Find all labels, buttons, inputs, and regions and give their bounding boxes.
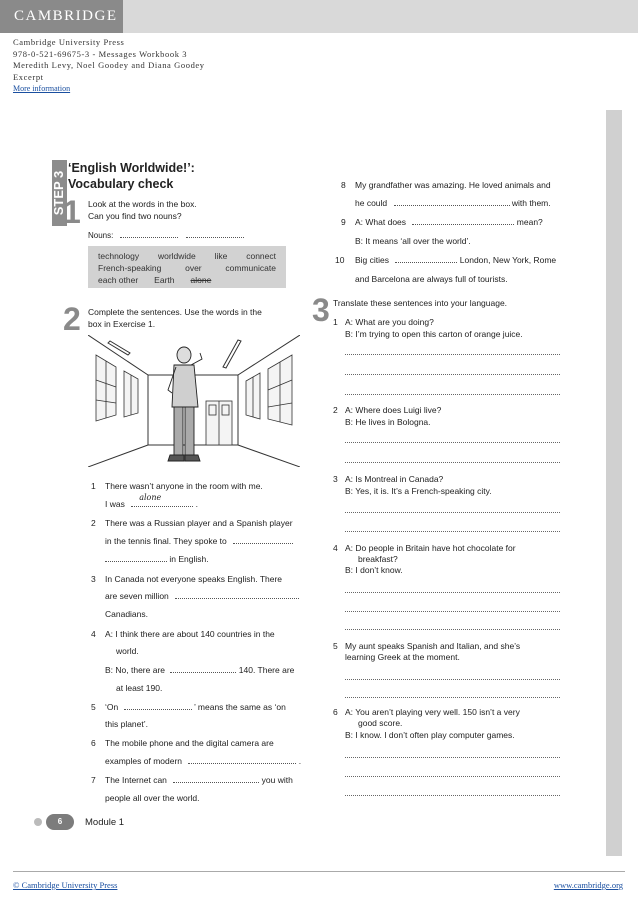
- word-box-row-1: [88, 246, 286, 262]
- ex3-item-4-a: A: Do people in Britain have hot chocolate for: [345, 543, 516, 553]
- ex3-item-4-b: B: I don’t know.: [345, 565, 403, 575]
- ex3-item-6-b: B: I know. I don’t often play computer games.: [345, 730, 515, 740]
- ex2-item-4-a-prefix: A:: [105, 629, 114, 639]
- ex2-item-6-answer-line[interactable]: [188, 755, 296, 764]
- ex2-item-6-line2: [105, 755, 301, 767]
- word-box-word: like: [214, 251, 228, 261]
- word-box-word: each other: [98, 275, 139, 285]
- exercise-3-number: 3: [312, 292, 330, 328]
- word-box-word: connect: [246, 251, 276, 261]
- page-number: 6: [46, 814, 74, 830]
- cambridge-logo: CAMBRIDGE: [0, 0, 123, 33]
- ex3-item-4-answer-line-1[interactable]: [345, 592, 560, 593]
- ex2-item-1-text-b: .: [195, 499, 198, 509]
- authors: Meredith Levy, Noel Goodey and Diana Goodey: [13, 60, 205, 71]
- ex2-item-4-number: 4: [91, 629, 96, 639]
- ex2-item-4-answer-line[interactable]: [170, 664, 236, 673]
- ex2-item-5-text-a: ‘On: [105, 702, 119, 712]
- ex2-item-6-number: 6: [91, 738, 96, 748]
- ex2-item-8-number: 8: [341, 180, 346, 190]
- ex3-item-5-answer-line-2[interactable]: [345, 697, 560, 698]
- ex2-item-7-number: 7: [91, 775, 96, 785]
- ex2-item-4-b-text-b: 140. There are: [238, 665, 295, 675]
- ex2-item-7-line2: people all over the world.: [105, 793, 200, 803]
- ex2-instr-2: box in Exercise 1.: [88, 319, 156, 329]
- word-box-word: worldwide: [157, 251, 196, 261]
- ex3-item-2-answer-line-2[interactable]: [345, 462, 560, 463]
- ex2-item-9-line1: [355, 216, 543, 228]
- ex3-item-3-answer-line-1[interactable]: [345, 512, 560, 513]
- ex3-item-5-a-line2: learning Greek at the moment.: [345, 652, 460, 662]
- ex3-item-2-b: B: He lives in Bologna.: [345, 417, 431, 427]
- ex3-item-4-number: 4: [333, 543, 338, 553]
- ex2-item-6-line1: The mobile phone and the digital camera are: [105, 738, 274, 748]
- ex2-item-8-line1: My grandfather was amazing. He loved animals and: [355, 180, 551, 190]
- ex3-item-6-answer-line-1[interactable]: [345, 757, 560, 758]
- ex2-item-10-line1: [355, 254, 556, 266]
- more-information-link[interactable]: More information: [13, 84, 71, 94]
- ex3-item-2-answer-line-1[interactable]: [345, 442, 560, 443]
- ex2-item-4-b-prefix: B:: [105, 665, 114, 675]
- ex3-item-4-answer-line-3[interactable]: [345, 629, 560, 630]
- ex2-item-7-answer-line[interactable]: [173, 774, 259, 783]
- ex2-item-9-line2: B: It means ‘all over the world’.: [355, 236, 471, 246]
- isbn-title: 978-0-521-69675-3 - Messages Workbook 3: [13, 48, 188, 59]
- ex2-item-4-b-text-a: No, there are: [115, 665, 166, 675]
- ex2-item-1-line1: There wasn’t anyone in the room with me.: [105, 481, 263, 491]
- ex3-item-4-a-line2: breakfast?: [358, 554, 398, 564]
- ex2-item-8-text-b: with them.: [511, 198, 551, 208]
- ex3-item-3-a: A: Is Montreal in Canada?: [345, 474, 444, 484]
- ex1-instr-1: Look at the words in the box.: [88, 199, 197, 209]
- ex3-item-6-a-line2: good score.: [358, 718, 403, 728]
- ex2-item-9-text-a: A: What does: [355, 217, 407, 227]
- ex3-item-5-a: My aunt speaks Spanish and Italian, and she’s: [345, 641, 521, 651]
- website-link[interactable]: www.cambridge.org: [553, 880, 623, 890]
- ex2-item-7-line1: [105, 774, 293, 786]
- ex2-item-8-text-a: he could: [355, 198, 388, 208]
- ex2-item-8-answer-line[interactable]: [394, 197, 510, 206]
- ex3-item-1-a: A: What are you doing?: [345, 317, 434, 327]
- title-line-1: ‘English Worldwide!’:: [68, 161, 195, 175]
- ex2-item-1-answer-line[interactable]: [131, 493, 193, 507]
- ex3-item-1-b: B: I’m trying to open this carton of orange juice.: [345, 329, 523, 339]
- ex3-item-6-answer-line-2[interactable]: [345, 776, 560, 777]
- ex3-item-3-answer-line-2[interactable]: [345, 531, 560, 532]
- ex2-item-5-line1: [105, 701, 286, 713]
- exercise-3-instructions: Translate these sentences into your language.: [333, 298, 508, 308]
- ex2-item-10-line2: and Barcelona are always full of tourists.: [355, 274, 508, 284]
- word-box-word: communicate: [225, 263, 276, 273]
- ex3-item-1-answer-line-1[interactable]: [345, 354, 560, 355]
- ex2-item-4-line-a: [105, 628, 275, 640]
- ex2-item-4-a-line2: world.: [116, 646, 139, 656]
- ex2-item-8-line2: [355, 197, 551, 209]
- ex3-item-5-number: 5: [333, 641, 338, 651]
- ex2-item-5-line2: this planet’.: [105, 719, 148, 729]
- ex2-item-9-text-b: mean?: [516, 217, 543, 227]
- ex2-item-2-text-c: in English.: [169, 554, 209, 564]
- exercise-2-instructions: [88, 306, 262, 330]
- word-box-row-3: [88, 274, 286, 286]
- ex2-item-10-number: 10: [335, 255, 345, 265]
- ex2-item-2-number: 2: [91, 518, 96, 528]
- ex2-item-3-text: are seven million: [105, 591, 169, 601]
- ex3-item-2-number: 2: [333, 405, 338, 415]
- ex2-item-1-line2: [105, 493, 198, 510]
- ex3-item-2-a: A: Where does Luigi live?: [345, 405, 442, 415]
- word-box-word: alone: [190, 275, 212, 285]
- nouns-row: [88, 229, 244, 242]
- word-box-word: Earth: [154, 275, 175, 285]
- page-marker-dot: [34, 818, 42, 826]
- ex2-item-2-line2: [105, 535, 293, 547]
- word-box-word: French-speaking: [98, 263, 162, 273]
- title-line-2: Vocabulary check: [68, 177, 174, 191]
- word-box: [88, 246, 286, 288]
- ex2-item-6-text-b: .: [298, 756, 302, 766]
- noun-answer-2[interactable]: [186, 229, 244, 238]
- ex2-item-1-number: 1: [91, 481, 96, 491]
- ex2-item-3-answer-line[interactable]: [175, 590, 299, 599]
- ex2-item-4-line-b: [105, 664, 294, 676]
- ex3-item-4-answer-line-2[interactable]: [345, 611, 560, 612]
- ex2-item-5-number: 5: [91, 702, 96, 712]
- empty-room-illustration: [88, 335, 300, 467]
- noun-answer-1[interactable]: [120, 229, 178, 238]
- ex2-instr-1: Complete the sentences. Use the words in the: [88, 307, 262, 317]
- ex2-item-7-text-b: you with: [261, 775, 293, 785]
- word-box-row-2: [88, 262, 286, 274]
- exercise-1-number: 1: [63, 194, 81, 230]
- publisher: Cambridge University Press: [13, 37, 125, 47]
- ex2-item-2-line1: There was a Russian player and a Spanish player: [105, 518, 293, 528]
- step-label: STEP 3: [51, 170, 66, 216]
- exercise-1-instructions: [88, 198, 197, 222]
- ex2-item-10-text-a: Big cities: [355, 255, 390, 265]
- ex2-item-7-text-a: The Internet can: [105, 775, 167, 785]
- ex2-item-3-line1: In Canada not everyone speaks English. There: [105, 574, 283, 584]
- ex2-item-4-a-text: I think there are about 140 countries in the: [115, 629, 275, 639]
- copyright-link[interactable]: © Cambridge University Press: [13, 880, 118, 890]
- ex2-item-2-text: in the tennis final. They spoke to: [105, 536, 227, 546]
- ex2-item-1-handwritten-answer: alone: [139, 493, 162, 502]
- word-box-word: over: [185, 263, 202, 273]
- ex2-item-3-line3: Canadians.: [105, 609, 149, 619]
- ex3-item-6-answer-line-3[interactable]: [345, 795, 560, 796]
- ex2-item-10-answer-line[interactable]: [395, 254, 457, 263]
- ex2-item-3-number: 3: [91, 574, 96, 584]
- ex3-item-3-number: 3: [333, 474, 338, 484]
- module-label: Module 1: [85, 817, 125, 828]
- ex2-item-9-number: 9: [341, 217, 346, 227]
- word-box-word: technology: [98, 251, 140, 261]
- ex2-item-1-text-a: I was: [105, 499, 125, 509]
- ex2-item-10-text-b: London, New York, Rome: [459, 255, 557, 265]
- nouns-label: Nouns:: [88, 231, 114, 240]
- ex2-item-2-answer-line-b[interactable]: [105, 553, 167, 562]
- ex2-item-2-answer-line-a[interactable]: [233, 535, 293, 544]
- ex3-item-6-number: 6: [333, 707, 338, 717]
- ex3-item-6-a: A: You aren’t playing very well. 150 isn’t a very: [345, 707, 520, 717]
- ex3-item-1-answer-line-3[interactable]: [345, 394, 560, 395]
- ex2-item-9-answer-line[interactable]: [412, 216, 514, 225]
- footer-divider: [13, 871, 625, 872]
- ex3-item-5-answer-line-1[interactable]: [345, 679, 560, 680]
- ex2-item-2-line3: [105, 553, 209, 565]
- ex3-item-1-answer-line-2[interactable]: [345, 374, 560, 375]
- ex2-item-5-answer-line[interactable]: [124, 701, 192, 710]
- ex3-item-1-number: 1: [333, 317, 338, 327]
- ex2-item-4-b-line2: at least 190.: [116, 683, 163, 693]
- ex2-item-3-line2: [105, 590, 299, 602]
- ex2-item-6-text-a: examples of modern: [105, 756, 183, 766]
- ex1-instr-2: Can you find two nouns?: [88, 211, 182, 221]
- ex3-item-3-b: B: Yes, it is. It’s a French-speaking city.: [345, 486, 492, 496]
- ex2-item-5-text-b: ’ means the same as ‘on: [193, 702, 286, 712]
- page-scrollbar[interactable]: [606, 110, 622, 856]
- document-meta: [13, 37, 205, 95]
- page-title: [68, 160, 195, 192]
- excerpt-label: Excerpt: [13, 71, 44, 82]
- exercise-2-number: 2: [63, 301, 81, 337]
